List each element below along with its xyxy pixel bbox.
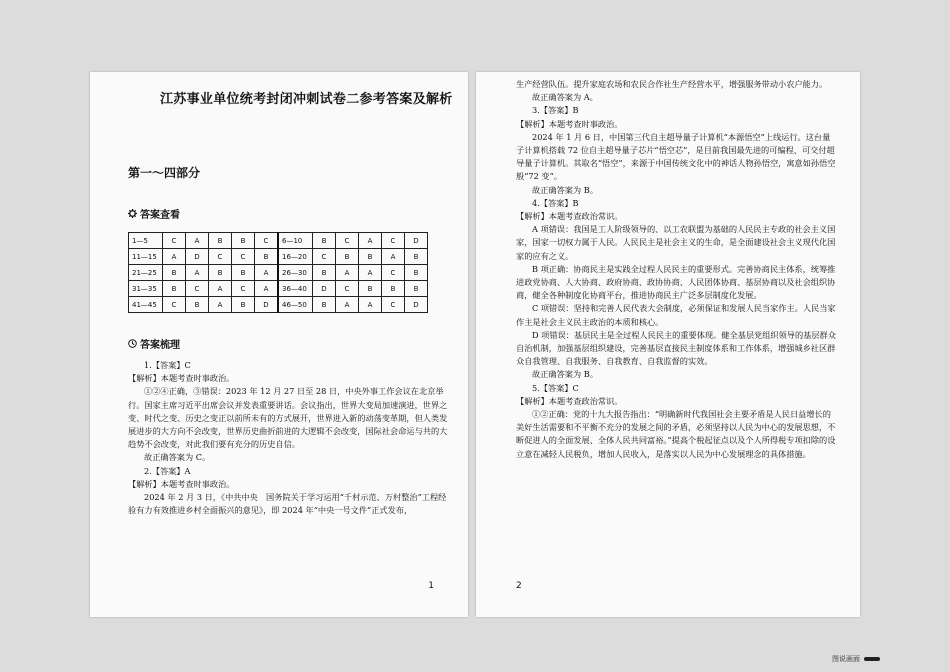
answer-cell: B <box>313 297 336 313</box>
gear-icon <box>128 209 137 221</box>
answer-cell: 21—25 <box>129 265 163 281</box>
answer-cell: C <box>209 249 232 265</box>
answer-cell: B <box>255 249 279 265</box>
answer-cell: 41—45 <box>129 297 163 313</box>
answer-cell: B <box>313 233 336 249</box>
answer-review-heading <box>128 336 180 351</box>
answer-cell: C <box>163 233 186 249</box>
answer-cell: A <box>359 265 382 281</box>
q5-analysis: 【解析】本题考查政治常识。 <box>516 395 623 406</box>
q3-answer: 3.【答案】B <box>532 105 579 116</box>
answer-cell: 6—10 <box>278 233 313 249</box>
q1-analysis: 【解析】本题考查时事政治。 <box>128 373 235 384</box>
answer-cell: A <box>209 297 232 313</box>
q4-answer: 4.【答案】B <box>532 197 579 208</box>
answer-cell: B <box>336 249 359 265</box>
answer-cell: C <box>255 233 279 249</box>
q3-conclusion: 故正确答案为 B。 <box>532 184 598 195</box>
answer-cell: A <box>359 233 382 249</box>
answer-cell: D <box>255 297 279 313</box>
answer-cell: A <box>163 249 186 265</box>
page-number-right: 2 <box>516 581 522 591</box>
document-title: 江苏事业单位统考封闭冲刺试卷二参考答案及解析 <box>160 92 453 107</box>
answer-cell: 31—35 <box>129 281 163 297</box>
answer-cell: B <box>186 297 209 313</box>
left-page <box>90 72 468 617</box>
answer-cell: B <box>209 233 232 249</box>
q4-analysis: 【解析】本题考查政治常识。 <box>516 211 623 222</box>
answer-cell: A <box>336 297 359 313</box>
answer-cell: D <box>405 233 428 249</box>
q2-paragraph: 2024 年 2 月 3 日，《中共中央 国务院关于学习运用“千村示范、万村整治”工程经验有力有效推进乡村全面振兴的意见》，即 2024 年“中央一号文件”正式发布， <box>128 492 447 516</box>
answer-review-title: 答案梳理 <box>140 340 180 351</box>
scan-watermark <box>832 654 880 664</box>
answer-table <box>128 232 428 313</box>
answer-cell: B <box>405 249 428 265</box>
answer-cell: B <box>405 281 428 297</box>
q3-paragraph: 2024 年 1 月 6 日，中国第三代自主超导量子计算机“本源悟空”上线运行。这台量子计算机搭载 72 位自主超导量子芯片“悟空芯”，是目前我国最先进的可编程、可交付超导量子计算机。其取名“悟空”，来源于中国传统文化中的神话人物孙悟空，寓意如孙悟空般“72 变”。 <box>516 131 836 182</box>
answer-cell: A <box>186 265 209 281</box>
q4-option-b: B 项正确：协商民主是实践全过程人民民主的重要形式。完善协商民主体系，统筹推进政党协商、人大协商、政府协商、政协协商、人民团体协商、基层协商以及社会组织协商，健全各种制度化协商平台，推进协商民主广泛多层制度化发展。 <box>516 263 836 301</box>
answer-cell: A <box>255 265 279 281</box>
answer-cell: D <box>405 297 428 313</box>
answer-cell: C <box>186 281 209 297</box>
answer-row <box>129 297 428 313</box>
answer-cell: C <box>163 297 186 313</box>
clock-icon <box>128 339 137 351</box>
answer-cell: B <box>405 265 428 281</box>
answer-cell: 11—15 <box>129 249 163 265</box>
answer-cell: C <box>382 233 405 249</box>
answer-cell: A <box>209 281 232 297</box>
answer-cell: A <box>382 249 405 265</box>
answer-cell: B <box>359 249 382 265</box>
answer-cell: D <box>313 281 336 297</box>
q5-paragraph: ①②正确：党的十九大报告指出：“明确新时代我国社会主要矛盾是人民日益增长的美好生活需要和不平衡不充分的发展之间的矛盾，必须坚持以人民为中心的发展思想，不断促进人的全面发展、全体人民共同富裕。”提高个税起征点以及个人所得税专项扣除的设立意在减轻人民税负，增加人民收入，是落实以人民为中心发展理念的具体措施。 <box>516 409 836 459</box>
answer-view-heading <box>128 206 180 221</box>
answer-row <box>129 233 428 249</box>
answer-cell: C <box>313 249 336 265</box>
answer-row <box>129 265 428 281</box>
q2-analysis: 【解析】本题考查时事政治。 <box>128 478 235 489</box>
q5-answer: 5.【答案】C <box>532 382 579 393</box>
right-page <box>476 72 860 617</box>
answer-row <box>129 249 428 265</box>
answer-cell: D <box>186 249 209 265</box>
answer-cell: 16—20 <box>278 249 313 265</box>
answer-row <box>129 281 428 297</box>
watermark-text: 图说画面 <box>832 655 860 663</box>
answer-cell: B <box>209 265 232 281</box>
answer-cell: C <box>382 297 405 313</box>
answer-cell: C <box>382 265 405 281</box>
continued-text: 生产经营队伍。提升家庭农场和农民合作社生产经营水平，增强服务带动小农户能力。 <box>516 79 828 89</box>
answer-cell: 36—40 <box>278 281 313 297</box>
q3-analysis: 【解析】本题考查时事政治。 <box>516 118 623 129</box>
answer-cell: 46—50 <box>278 297 313 313</box>
q1-paragraph: ①②④正确，③错误：2023 年 12 月 27 日至 28 日，中央外事工作会议在北京举行。国家主席习近平出席会议并发表重要讲话。会议指出，世界大变局加速演进，世界之变、时代之变、历史之变正以前所未有的方式展开，世界进入新的动荡变革期，但人类发展进步的大方向不会改变，世界历史曲折前进的大逻辑不会改变，国际社会命运与共的大趋势不会改变，对此我们要有充分的历史自信。 <box>128 386 448 450</box>
answer-cell: C <box>336 281 359 297</box>
answer-cell: C <box>336 233 359 249</box>
q2-answer: 2.【答案】A <box>144 465 191 476</box>
answer-cell: 1—5 <box>129 233 163 249</box>
answer-cell: B <box>163 281 186 297</box>
answer-view-title: 答案查看 <box>140 210 180 221</box>
answer-cell: A <box>186 233 209 249</box>
q4-option-d: D 项错误：基层民主是全过程人民民主的重要体现。健全基层党组织领导的基层群众自治机制，加强基层组织建设，完善基层直接民主制度体系和工作体系，增强城乡社区群众自我管理、自我服务、自我教育、自我监督的实效。 <box>516 329 836 367</box>
page-number-left: 1 <box>428 581 434 591</box>
answer-cell: B <box>232 233 255 249</box>
answer-cell: B <box>232 297 255 313</box>
answer-cell: B <box>359 281 382 297</box>
answer-cell: B <box>313 265 336 281</box>
q4-option-c: C 项错误：坚持和完善人民代表大会制度，必须保证和发展人民当家作主。人民当家作主是社会主义民主政治的本质和核心。 <box>516 303 836 327</box>
q1-conclusion: 故正确答案为 C。 <box>144 452 211 463</box>
answer-cell: B <box>232 265 255 281</box>
answer-cell: A <box>336 265 359 281</box>
answer-cell: A <box>255 281 279 297</box>
right-body <box>516 78 836 461</box>
left-body <box>128 359 448 517</box>
answer-cell: C <box>232 281 255 297</box>
q1-answer: 1.【答案】C <box>144 360 191 370</box>
q4-option-a: A 项错误：我国是工人阶级领导的、以工农联盟为基础的人民民主专政的社会主义国家，国家一切权力属于人民。人民民主是社会主义的生命，是全面建设社会主义现代化国家的应有之义。 <box>516 224 836 261</box>
answer-cell: C <box>232 249 255 265</box>
section-heading: 第一～四部分 <box>128 166 201 180</box>
answer-cell: A <box>359 297 382 313</box>
answer-cell: B <box>382 281 405 297</box>
answer-cell: B <box>163 265 186 281</box>
answer-cell: 26—30 <box>278 265 313 281</box>
q4-conclusion: 故正确答案为 B。 <box>532 369 598 380</box>
q2-conclusion: 故正确答案为 A。 <box>532 92 598 103</box>
